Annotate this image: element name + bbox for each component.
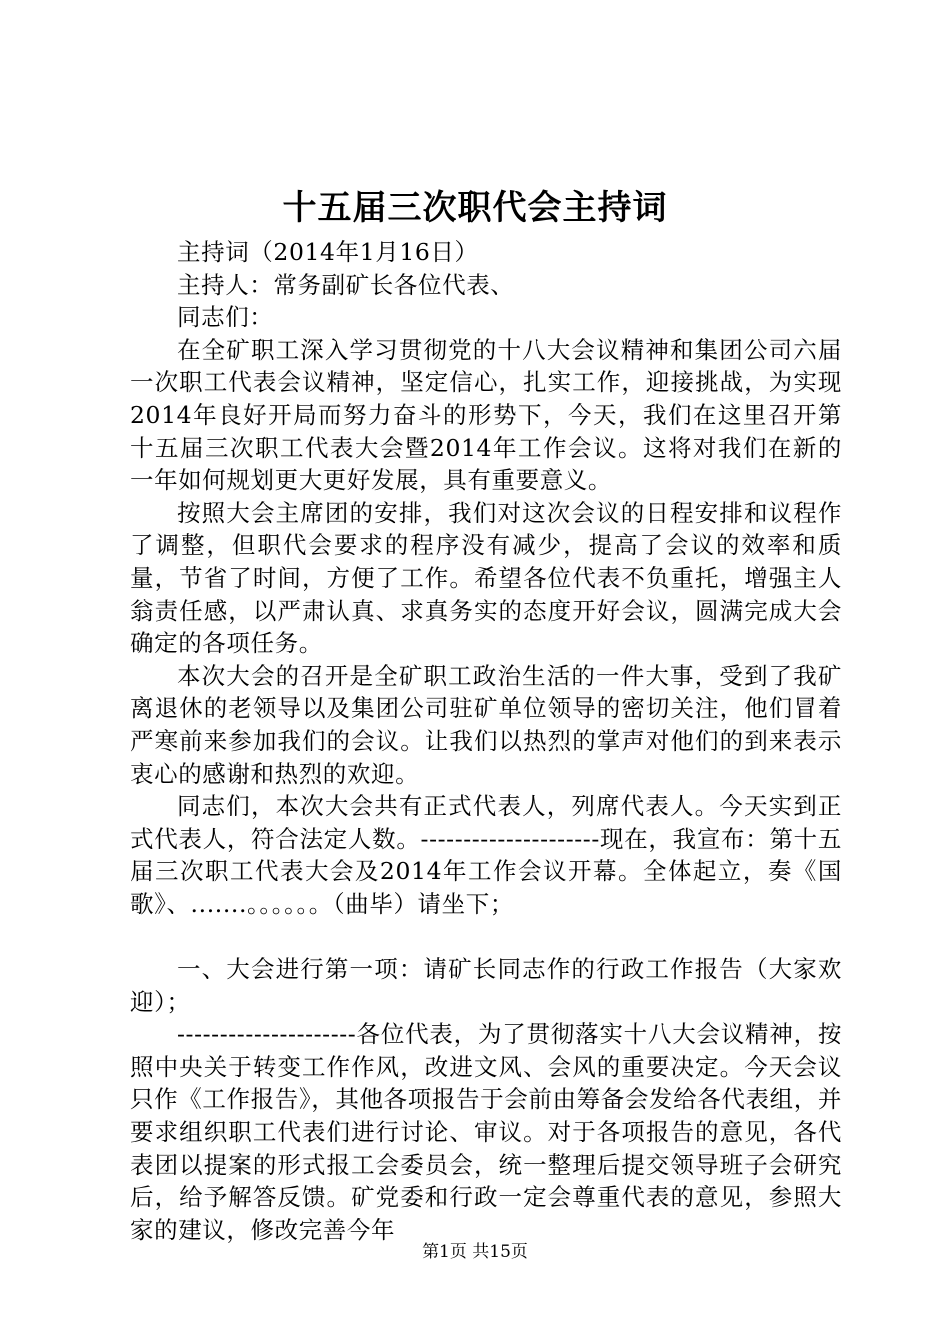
paragraph-guests: 本次大会的召开是全矿职工政治生活的一件大事，受到了我矿离退休的老领导以及集团公司驻矿单位领导的密切关注，他们冒着严寒前来参加我们的会议。让我们以热烈的掌声对他们的到来表示衷心的感谢和热烈的欢迎。 [130,661,842,788]
salutation: 同志们： [177,303,274,332]
agenda-item-1: 一、大会进行第一项：请矿长同志作的行政工作报告（大家欢迎）； [130,955,842,1016]
host-script-date-line: 主持词（2014年1月16日） [177,238,479,266]
document-body [130,236,842,1246]
paragraph-attendance: 同志们，本次大会共有正式代表人，列席代表人。今天实到正式代表人，符合法定人数。---------------------现在，我宣布：第十五届三次职工代表大会及2014年工作会议开幕。全体起立，奏《国歌》、.......。。。。。。（曲毕）请坐下； [130,792,842,918]
document-title: 十五届三次职代会主持词 [282,188,668,228]
page-footer: 第1页 共15页 [422,1242,528,1262]
paragraph-agenda: 按照大会主席团的安排，我们对这次会议的日程安排和议程作了调整，但职代会要求的程序没有减少，提高了会议的效率和质量，节省了时间，方便了工作。希望各位代表不负重托，增强主人翁责任感，以严肃认真、求真务实的态度开好会议，圆满完成大会确定的各项任务。 [130,498,842,658]
host-line: 主持人：常务副矿长各位代表、 [177,270,515,299]
paragraph-opening: 在全矿职工深入学习贯彻党的十八大会议精神和集团公司六届一次职工代表会议精神，坚定信心，扎实工作，迎接挑战，为实现2014年良好开局而努力奋斗的形势下，今天，我们在这里召开第十五届三次职工代表大会暨2014年工作会议。这将对我们在新的一年如何规划更大更好发展，具有重要意义。 [130,335,842,495]
paragraph-report-notes: ---------------------各位代表，为了贯彻落实十八大会议精神，按照中央关于转变工作作风，改进文风、会风的重要决定。今天会议只作《工作报告》，其他各项报告于会前由筹备会发给各代表组，并要求组织职工代表们进行讨论、审议。对于各项报告的意见，各代表团以提案的形式报工会委员会，统一整理后提交领导班子会研究后，给予解答反馈。矿党委和行政一定会尊重代表的意见，参照大家的建议，修改完善今年 [130,1020,842,1244]
